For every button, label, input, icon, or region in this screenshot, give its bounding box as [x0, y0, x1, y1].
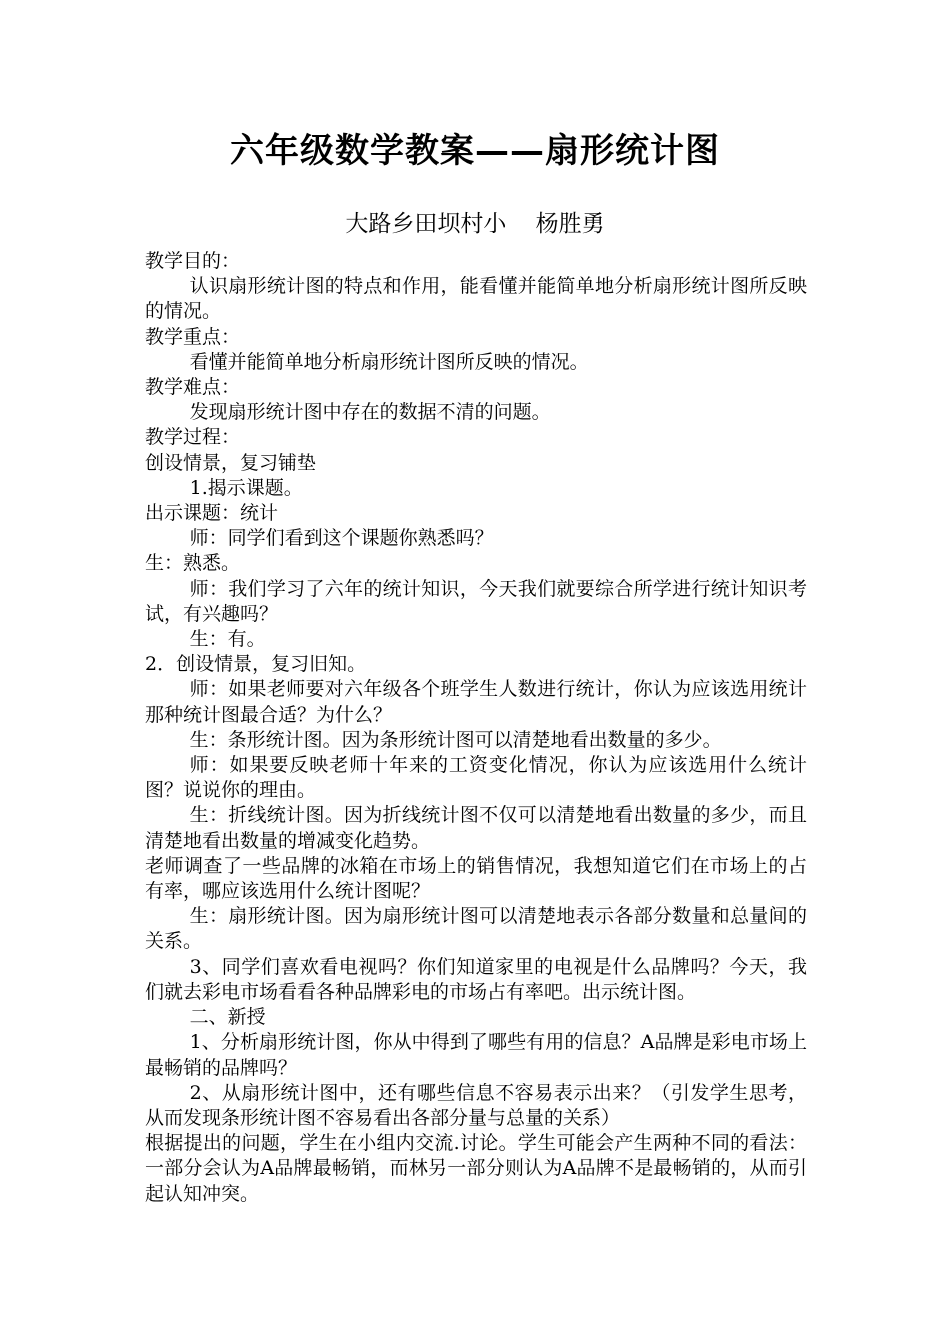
document-paragraph: 1.揭示课题。 — [189, 476, 303, 499]
document-paragraph: 师：如果老师要对六年级各个班学生人数进行统计，你认为应该选用统计那种统计图最合适？为什么？ — [145, 678, 807, 726]
document-paragraph: 创设情景，复习铺垫 — [145, 451, 317, 474]
document-body — [145, 249, 807, 1207]
document-paragraph: 2、从扇形统计图中，还有哪些信息不容易表示出来？（引发学生思考，从而发现条形统计图不容易看出各部分量与总量的关系） — [145, 1081, 807, 1129]
document-paragraph: 生：扇形统计图。因为扇形统计图可以清楚地表示各部分数量和总量间的关系。 — [145, 905, 807, 953]
document-paragraph: 二、新授 — [189, 1006, 266, 1029]
document-paragraph: 生：熟悉。 — [145, 552, 241, 575]
document-title: 六年级数学教案——扇形统计图 — [230, 131, 720, 171]
document-paragraph: 生：折线统计图。因为折线统计图不仅可以清楚地看出数量的多少，而且清楚地看出数量的增减变化趋势。 — [145, 804, 807, 852]
document-paragraph: 根据提出的问题，学生在小组内交流.讨论。学生可能会产生两种不同的看法：一部分会认为A品牌最畅销，而林另一部分则认为A品牌不是最畅销的，从而引起认知冲突。 — [145, 1132, 807, 1205]
document-paragraph: 师：如果要反映老师十年来的工资变化情况，你认为应该选用什么统计图？说说你的理由。 — [145, 754, 807, 802]
document-paragraph: 3、同学们喜欢看电视吗？你们知道家里的电视是什么品牌吗？今天，我们就去彩电市场看看各种品牌彩电的市场占有率吧。出示统计图。 — [145, 955, 807, 1003]
document-paragraph: 教学重点： — [145, 325, 241, 348]
document-paragraph: 师：我们学习了六年的统计知识，今天我们就要综合所学进行统计知识考试，有兴趣吗？ — [145, 577, 807, 625]
document-author: 大路乡田坝村小 杨胜勇 — [345, 211, 605, 237]
document-paragraph: 发现扇形统计图中存在的数据不清的问题。 — [189, 401, 551, 424]
document-paragraph: 师：同学们看到这个课题你熟悉吗？ — [189, 527, 494, 550]
document-paragraph: 教学过程： — [145, 426, 241, 449]
document-paragraph: 认识扇形统计图的特点和作用，能看懂并能简单地分析扇形统计图所反映的情况。 — [145, 275, 807, 323]
document-paragraph: 老师调查了一些品牌的冰箱在市场上的销售情况，我想知道它们在市场上的占有率，哪应该选用什么统计图呢？ — [145, 854, 807, 903]
document-paragraph: 出示课题：统计 — [145, 502, 279, 525]
document-paragraph: 生：条形统计图。因为条形统计图可以清楚地看出数量的多少。 — [189, 728, 722, 751]
document-paragraph: 教学难点： — [145, 376, 241, 399]
document-paragraph: 教学目的： — [145, 250, 241, 272]
document-paragraph: 1、分析扇形统计图，你从中得到了哪些有用的信息？A品牌是彩电市场上最畅销的品牌吗？ — [145, 1031, 807, 1079]
document-paragraph: 生：有。 — [189, 628, 266, 651]
document-paragraph: 2．创设情景，复习旧知。 — [145, 653, 367, 676]
document-paragraph: 看懂并能简单地分析扇形统计图所反映的情况。 — [189, 350, 589, 373]
